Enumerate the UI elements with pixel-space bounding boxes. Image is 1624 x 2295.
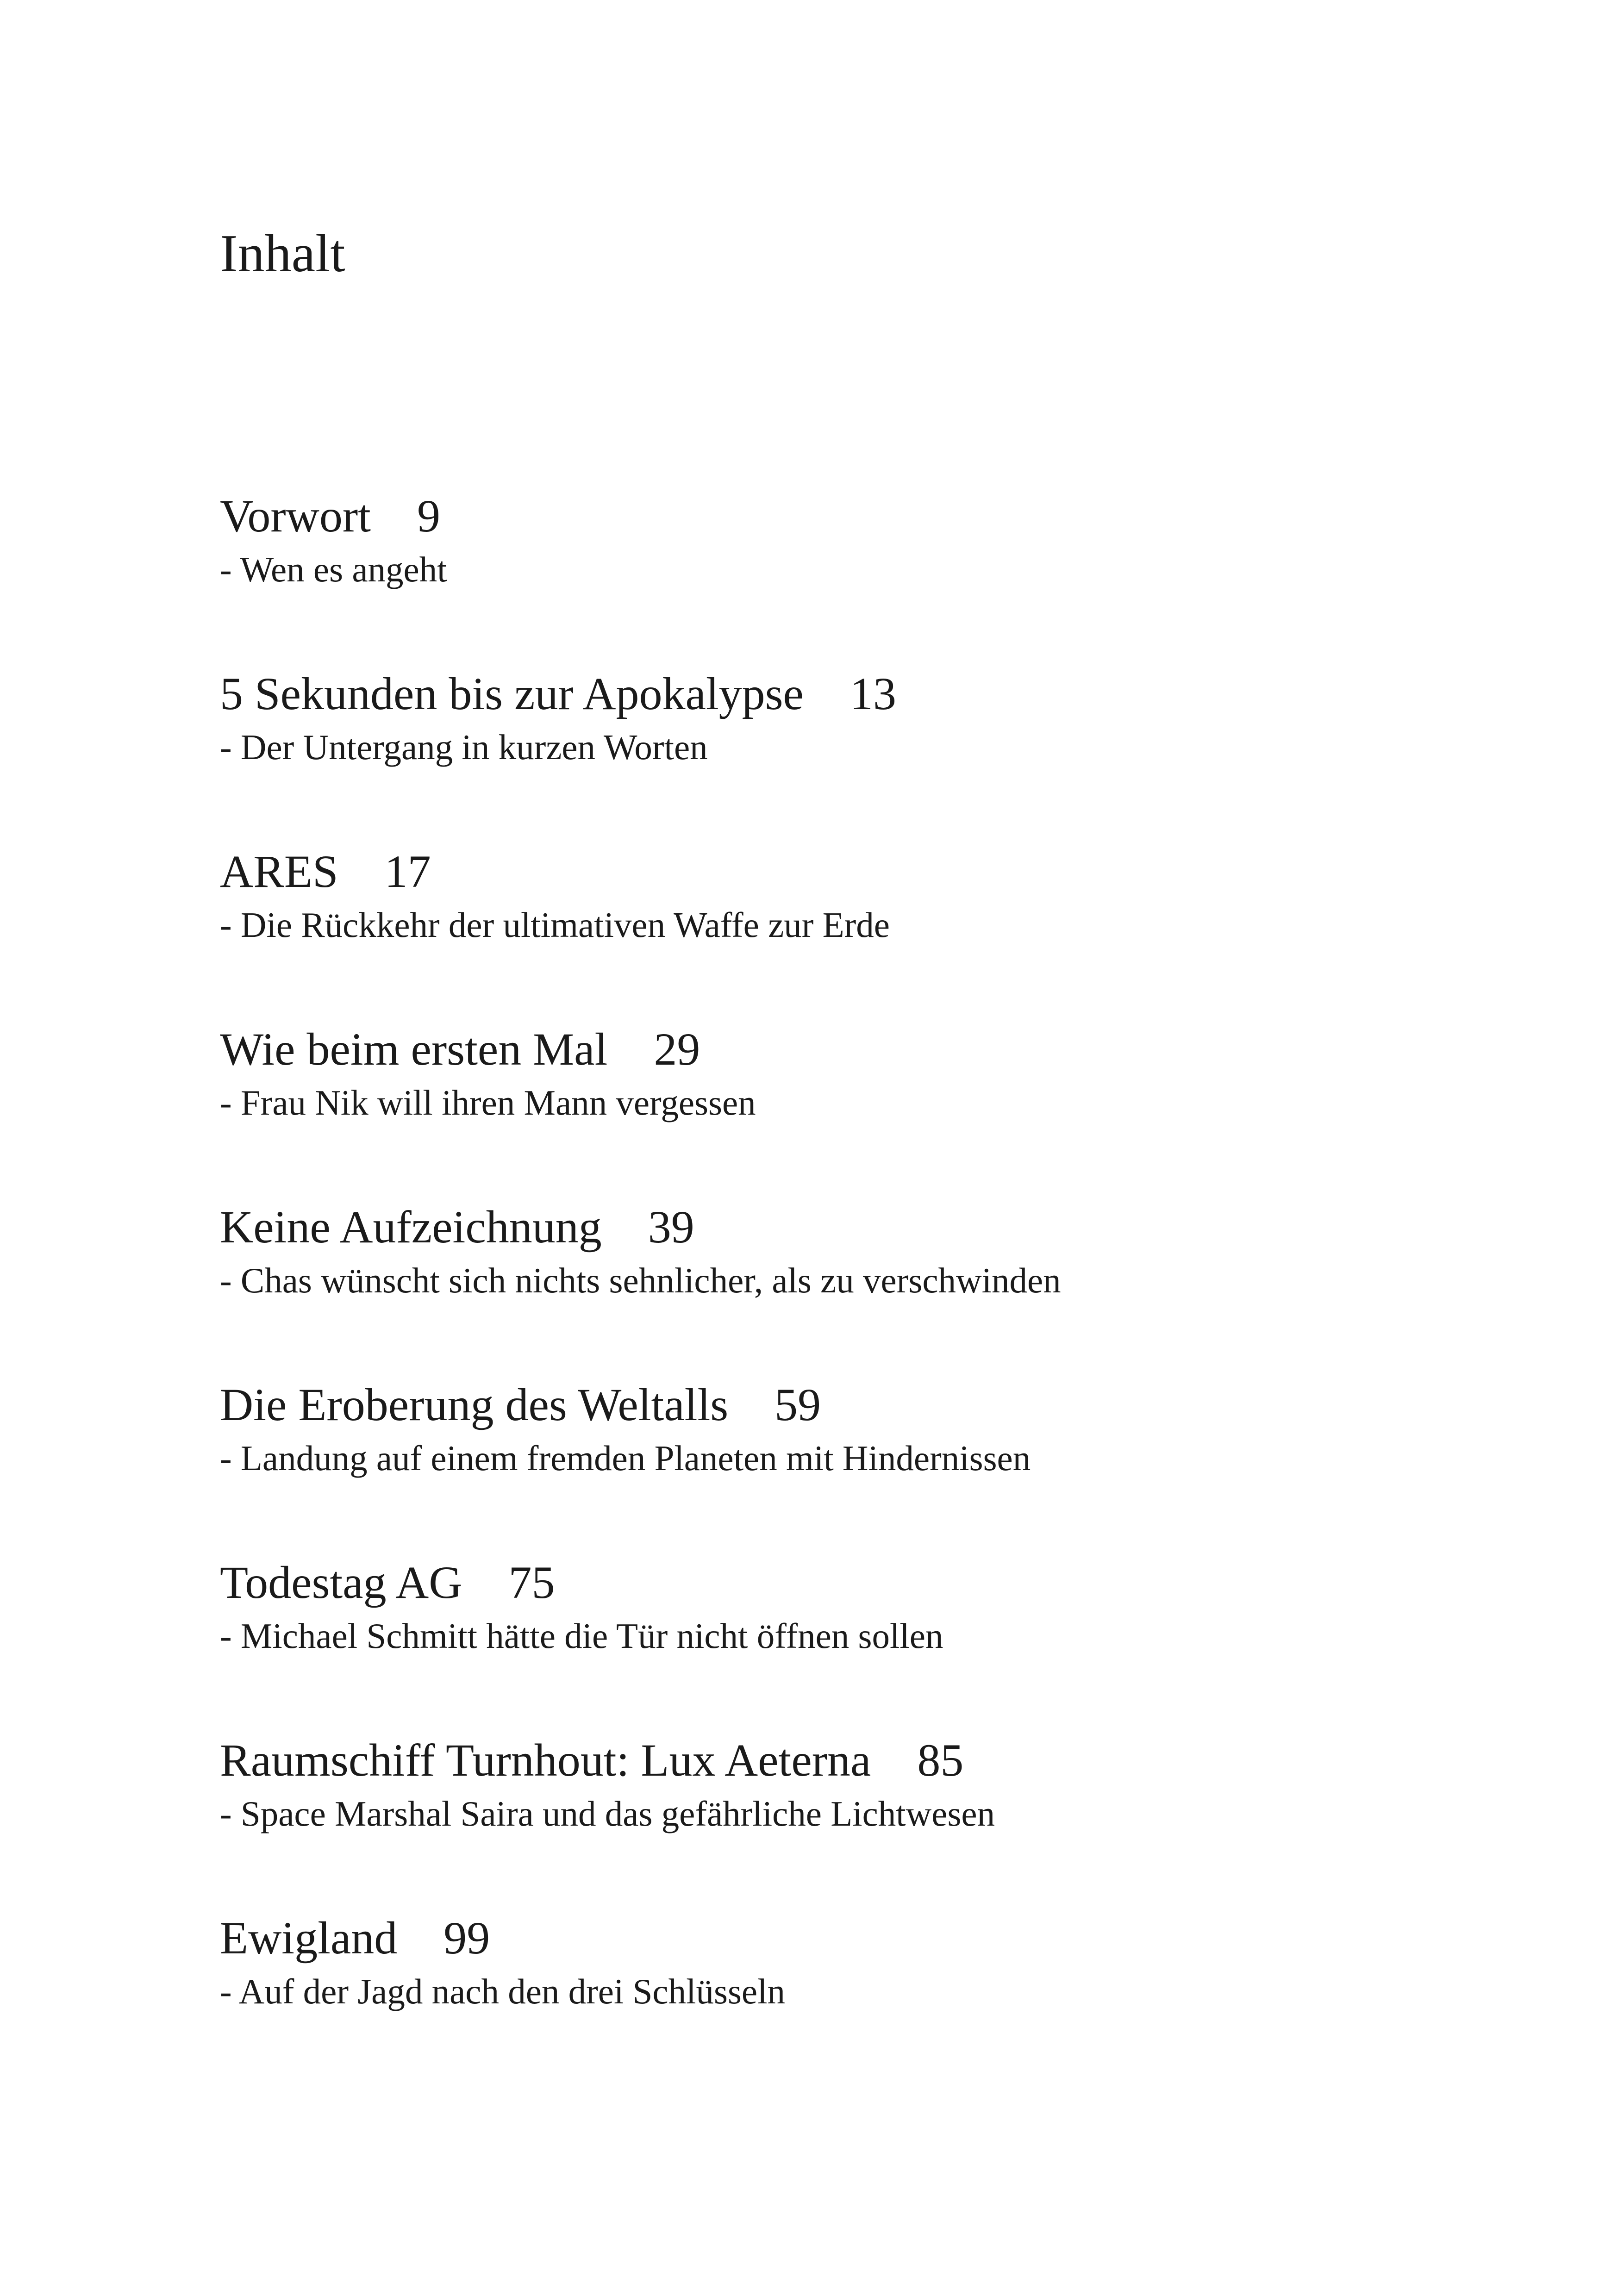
entry-title: Raumschiff Turnhout: Lux Aeterna [220,1734,871,1786]
entry-subtitle: - Chas wünscht sich nichts sehnlicher, als zu verschwinden [220,1260,1061,1300]
toc-entry-todestag-ag [220,1555,1562,1733]
entry-subtitle: - Landung auf einem fremden Planeten mit Hindernissen [220,1438,1031,1478]
entry-page-number: 59 [775,1379,821,1430]
entry-page-number: 9 [417,490,440,542]
toc-entry-ares [220,844,1562,1022]
entry-title: Ewigland [220,1912,398,1964]
entry-title: Vorwort [220,490,371,542]
toc-entry-ewigland [220,1910,1562,2088]
entry-title: 5 Sekunden bis zur Apokalypse [220,668,804,719]
toc-entry-vorwort [220,488,1562,666]
entry-title: ARES [220,846,338,897]
entry-title: Keine Aufzeichnung [220,1201,602,1253]
entry-page-number: 85 [917,1734,964,1786]
entry-subtitle: - Michael Schmitt hätte die Tür nicht öffnen sollen [220,1616,943,1656]
entry-title: Wie beim ersten Mal [220,1023,608,1075]
entry-page-number: 17 [384,846,431,897]
entry-subtitle: - Frau Nik will ihren Mann vergessen [220,1083,756,1123]
entry-page-number: 29 [654,1023,700,1075]
entry-subtitle: - Auf der Jagd nach den drei Schlüsseln [220,1971,785,2011]
toc-heading: Inhalt [220,224,345,283]
toc-entry-5-sekunden [220,666,1562,844]
entry-title: Die Eroberung des Weltalls [220,1379,729,1430]
entry-subtitle: - Die Rückkehr der ultimativen Waffe zur Erde [220,905,890,945]
entry-page-number: 39 [648,1201,694,1253]
entry-page-number: 13 [849,668,896,719]
entry-title: Todestag AG [220,1557,462,1608]
entry-subtitle: - Der Untergang in kurzen Worten [220,727,708,767]
entry-page-number: 75 [508,1557,555,1608]
toc-entry-eroberung-des-weltalls [220,1377,1562,1555]
toc-entry-wie-beim-ersten-mal [220,1022,1562,1199]
entry-subtitle: - Space Marshal Saira und das gefährliche Lichtwesen [220,1794,995,1834]
table-of-contents [220,488,1562,2088]
toc-entry-keine-aufzeichnung [220,1199,1562,1377]
entry-subtitle: - Wen es angeht [220,549,447,589]
entry-page-number: 99 [443,1912,490,1964]
toc-entry-raumschiff-turnhout [220,1733,1562,1910]
